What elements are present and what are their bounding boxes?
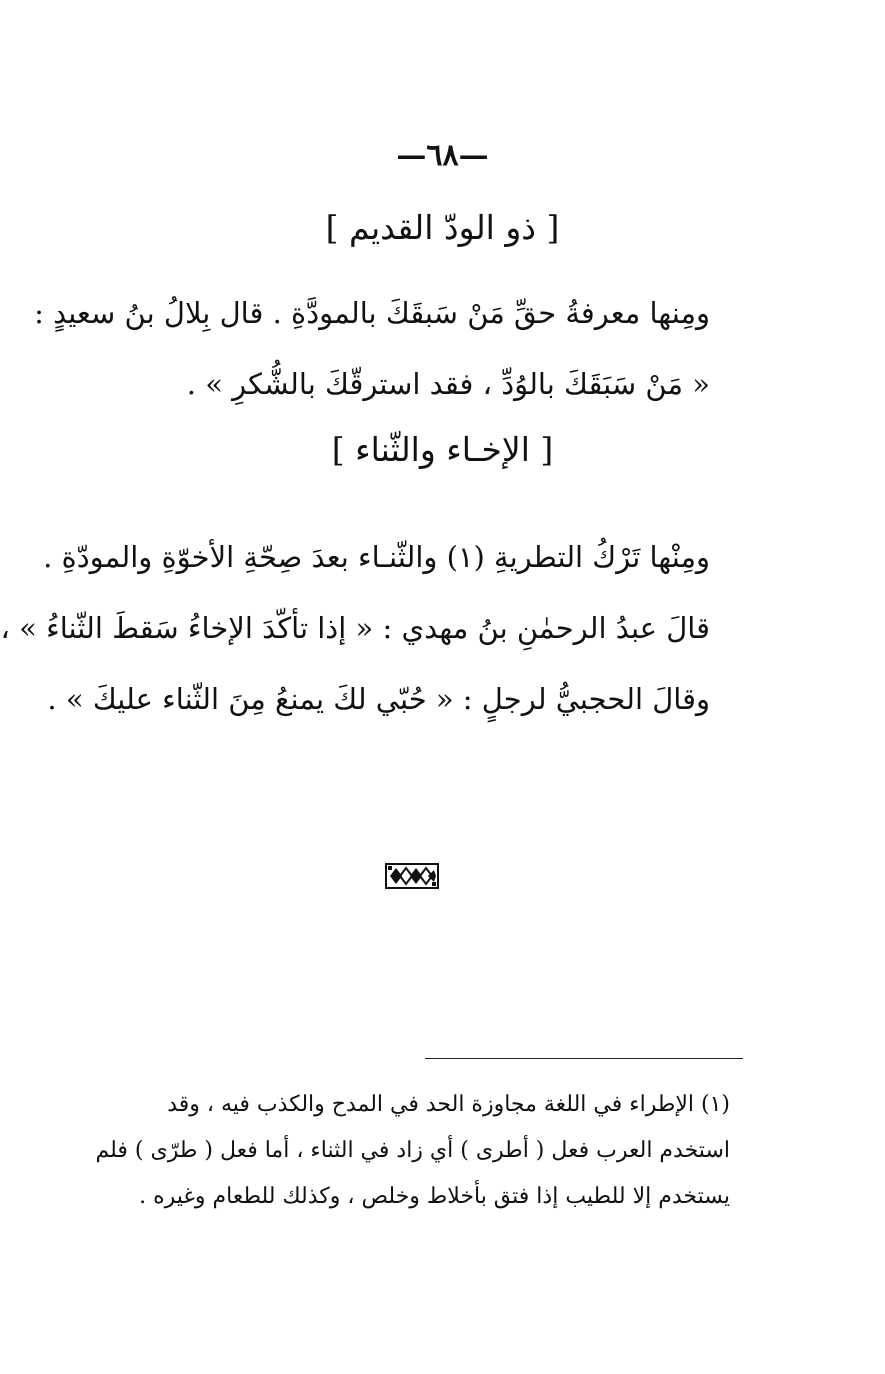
footnote-line: (١) الإطراء في اللغة مجاوزة الحد في المدح والكذب فيه ، وقد — [167, 1092, 730, 1117]
footnote-line: استخدم العرب فعل ( أطرى ) أي زاد في الثناء ، أما فعل ( طرّى ) فلم — [95, 1138, 730, 1163]
paragraph-line: « مَنْ سَبَقَكَ بالوُدِّ ، فقد استرقّكَ بالشُّكرِ » . — [186, 367, 710, 401]
footnote — [95, 1082, 730, 1220]
ornament-divider-icon — [384, 862, 440, 890]
paragraph-line: قالَ عبدُ الرحمٰنِ بنُ مهدي : « إذا تأكّدَ الإخاءُ سَقطَ الثّناءُ » ، — [0, 611, 710, 645]
paragraph-brotherhood-praise — [0, 522, 710, 735]
paragraph-line: ومِنها معرفةُ حقِّ مَنْ سَبقَكَ بالمودَّةِ . قال بِلالُ بنُ سعيدٍ : — [34, 296, 710, 330]
paragraph-line: ومِنْها تَرْكُ التطريةِ (١) والثّنـاء بعدَ صِحّةِ الأخوّةِ والمودّةِ . — [43, 540, 710, 574]
section-heading-brotherhood-praise: [ الإخـاء والثّناء ] — [331, 430, 554, 469]
section-heading-old-friend: [ ذو الودّ القديم ] — [325, 208, 560, 247]
footnote-divider — [425, 1058, 743, 1059]
page-number: —٦٨— — [396, 138, 489, 173]
paragraph-line: وقالَ الحجبيُّ لرجلٍ : « حُبّي لكَ يمنعُ مِنَ الثّناء عليكَ » . — [47, 682, 710, 716]
footnote-line: يستخدم إلا للطيب إذا فتق بأخلاط وخلص ، وكذلك للطعام وغيره . — [139, 1184, 730, 1209]
paragraph-old-friend — [34, 278, 710, 420]
